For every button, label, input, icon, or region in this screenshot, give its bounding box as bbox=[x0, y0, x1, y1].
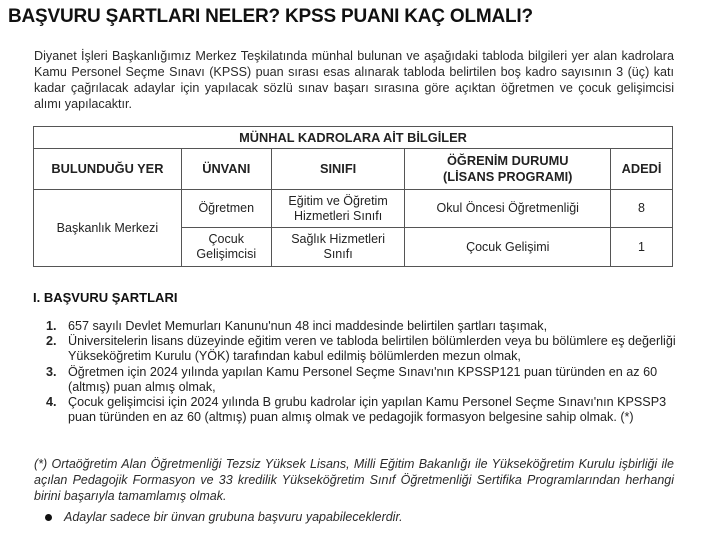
footnote: (*) Ortaöğretim Alan Öğretmenliği Tezsiz Yüksek Lisans, Milli Eğitim Bakanlığı ile Yükseköğretim Kurulu işbirliği ile açılan Pedagojik Formasyon ve 33 kredilik Yükseköğretim Sınıf Öğretmenliği Sertifika Programlarından herhangi birini başarıyla tamamlamış olmak. bbox=[34, 457, 674, 503]
intro-paragraph: Diyanet İşleri Başkanlığımız Merkez Teşkilatında münhal bulunan ve aşağıdaki tabloda bilgileri yer alan kadrolara Kamu Personel Seçme Sınavı (KPSS) puan sırası esas alınarak tabloda belirtilen boş kadro sayısının 3 (üç) katı kadar çağrılacak adaylar için yapılacak sözlü sınav başarı sırasına göre açıktan öğretmen ve çocuk gelişimcisi alımı yapılacaktır. bbox=[34, 49, 674, 111]
cell-count: 1 bbox=[611, 228, 673, 267]
cell-title bbox=[181, 228, 271, 267]
item-number: 4. bbox=[46, 395, 57, 410]
header-location: BULUNDUĞU YER bbox=[34, 149, 182, 190]
page-headline: BAŞVURU ŞARTLARI NELER? KPSS PUANI KAÇ OLMALI? bbox=[8, 6, 533, 27]
header-education-line1: ÖĞRENİM DURUMU bbox=[446, 153, 569, 168]
cell-count: 8 bbox=[611, 190, 673, 228]
cell-education: Çocuk Gelişimi bbox=[405, 228, 611, 267]
cell-class-line2: Sınıfı bbox=[323, 247, 353, 261]
item-number: 2. bbox=[46, 334, 57, 349]
table-title: MÜNHAL KADROLARA AİT BİLGİLER bbox=[34, 127, 673, 149]
header-count: ADEDİ bbox=[611, 149, 673, 190]
table-row bbox=[34, 190, 673, 228]
cell-title-line2: Gelişimcisi bbox=[196, 247, 257, 261]
item-text: Öğretmen için 2024 yılında yapılan Kamu Personel Seçme Sınavı'nın KPSSP121 puan türünden en az 60 (altmış) puan almış olmak, bbox=[68, 364, 658, 394]
header-class: SINIFI bbox=[271, 149, 405, 190]
cell-class bbox=[271, 190, 405, 228]
item-number: 1. bbox=[46, 319, 57, 333]
cell-title-line1: Çocuk bbox=[208, 232, 244, 246]
requirements-list bbox=[46, 319, 676, 425]
list-item bbox=[46, 319, 676, 334]
cell-class-line2: Hizmetleri Sınıfı bbox=[293, 208, 383, 223]
item-number: 3. bbox=[46, 364, 57, 379]
vacancy-table bbox=[33, 126, 673, 267]
list-item bbox=[46, 334, 676, 364]
list-item bbox=[46, 395, 676, 425]
cell-location: Başkanlık Merkezi bbox=[34, 190, 182, 267]
cell-title: Öğretmen bbox=[181, 190, 271, 228]
table-header-row bbox=[34, 149, 673, 190]
item-text: Çocuk gelişimcisi için 2024 yılında B grubu kadrolar için yapılan Kamu Personel Seçme Sınavı'nın KPSSP3 puan türünden en az 60 (altmış) puan almış olmak ve pedagojik formasyon belgesine sahip olmak. (*) bbox=[68, 395, 667, 425]
cell-class bbox=[271, 228, 405, 267]
bullet-text: Adaylar sadece bir ünvan grubuna başvuru yapabileceklerdir. bbox=[64, 510, 403, 524]
cell-class-line1: Sağlık Hizmetleri bbox=[291, 232, 385, 246]
header-education-line2: (LİSANS PROGRAMI) bbox=[443, 169, 573, 184]
list-item bbox=[46, 365, 676, 395]
item-text: Üniversitelerin lisans düzeyinde eğitim veren ve tabloda belirtilen bölümlerden veya bu bölümlere eş değerliği Yükseköğretim Kurulu (YÖK) tarafından kabul edilmiş bölümlerden mezun olmak, bbox=[68, 334, 676, 364]
bullet-icon bbox=[45, 514, 52, 521]
table-title-row bbox=[34, 127, 673, 149]
cell-education: Okul Öncesi Öğretmenliği bbox=[405, 190, 611, 228]
item-text: 657 sayılı Devlet Memurları Kanunu'nun 48 inci maddesinde belirtilen şartları taşımak, bbox=[68, 319, 548, 333]
header-education bbox=[405, 149, 611, 190]
header-title: ÜNVANI bbox=[181, 149, 271, 190]
bullet-note bbox=[64, 510, 403, 524]
cell-class-line1: Eğitim ve Öğretim bbox=[288, 193, 388, 208]
section-title: I. BAŞVURU ŞARTLARI bbox=[33, 290, 178, 305]
